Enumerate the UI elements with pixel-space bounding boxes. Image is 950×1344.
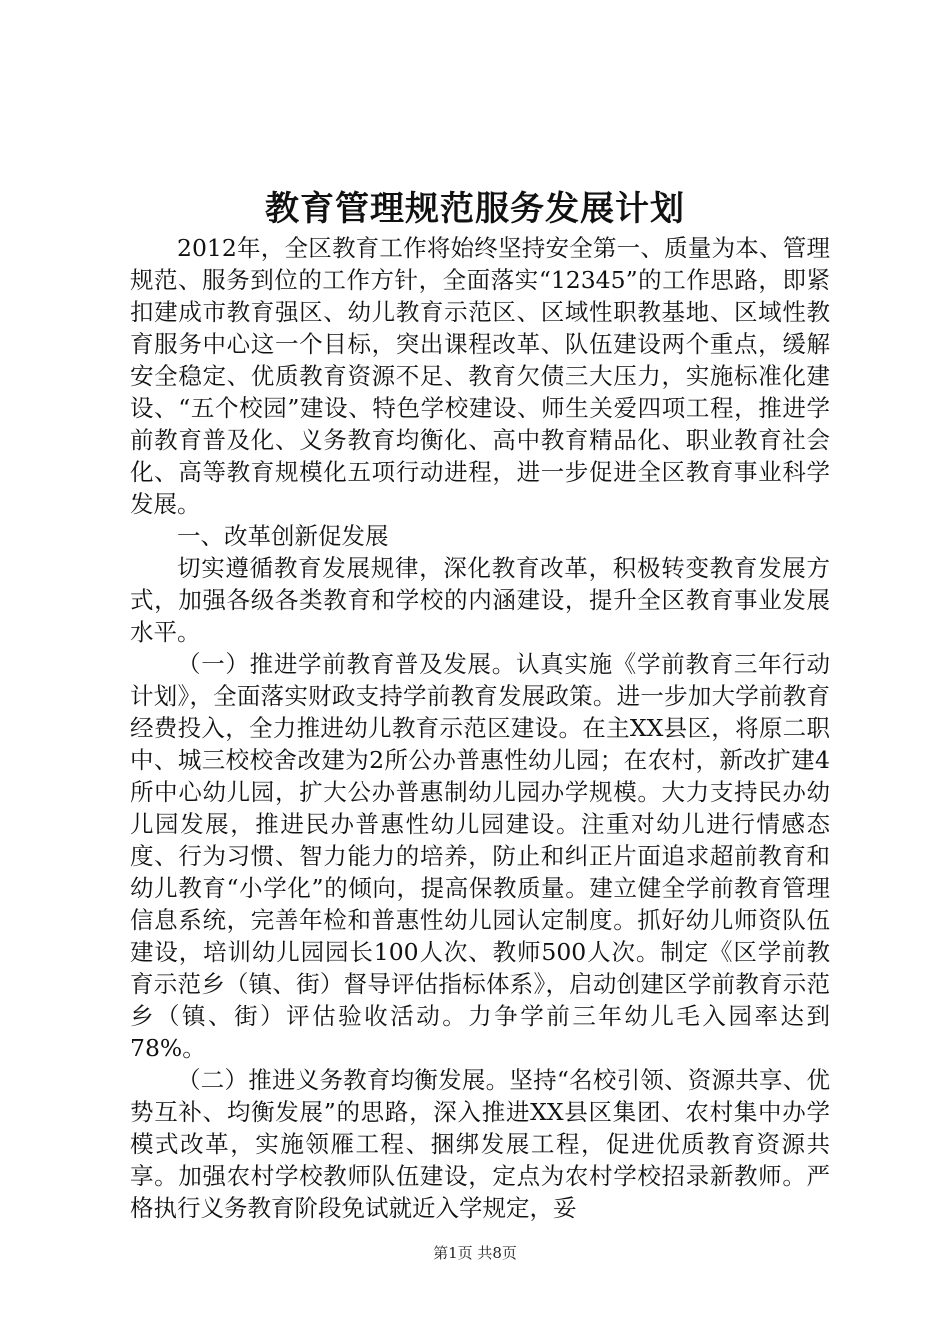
page-footer: 第1页 共8页 (433, 1244, 517, 1262)
paragraph-intro: 2012年，全区教育工作将始终坚持安全第一、质量为本、管理规范、服务到位的工作方针，全面落实“12345”的工作思路，即紧扣建成市教育强区、幼儿教育示范区、区域性职教基地、区域性教育服务中心这一个目标，突出课程改革、队伍建设两个重点，缓解安全稳定、优质教育资源不足、教育欠债三大压力，实施标准化建设、“五个校园”建设、特色学校建设、师生关爱四项工程，推进学前教育普及化、义务教育均衡化、高中教育精品化、职业教育社会化、高等教育规模化五项行动进程，进一步促进全区教育事业科学发展。 (130, 234, 830, 518)
document-title: 教育管理规范服务发展计划 (265, 189, 685, 229)
paragraph-preschool: （一）推进学前教育普及发展。认真实施《学前教育三年行动计划》，全面落实财政支持学前教育发展政策。进一步加大学前教育经费投入，全力推进幼儿教育示范区建设。在主XX县区，将原二职中、城三校校舍改建为2所公办普惠性幼儿园；在农村，新改扩建4所中心幼儿园，扩大公办普惠制幼儿园办学规模。大力支持民办幼儿园发展，推进民办普惠性幼儿园建设。注重对幼儿进行情感态度、行为习惯、智力能力的培养，防止和纠正片面追求超前教育和幼儿教育“小学化”的倾向，提高保教质量。建立健全学前教育管理信息系统，完善年检和普惠性幼儿园认定制度。抓好幼儿师资队伍建设，培训幼儿园园长100人次、教师500人次。制定《区学前教育示范乡（镇、街）督导评估指标体系》，启动创建区学前教育示范乡（镇、街）评估验收活动。力争学前三年幼儿毛入园率达到78%。 (130, 650, 830, 1062)
paragraph-section-1-intro: 切实遵循教育发展规律，深化教育改革，积极转变教育发展方式，加强各级各类教育和学校的内涵建设，提升全区教育事业发展水平。 (130, 554, 830, 646)
section-heading-1: 一、改革创新促发展 (177, 522, 389, 550)
paragraph-compulsory: （二）推进义务教育均衡发展。坚持“名校引领、资源共享、优势互补、均衡发展”的思路，深入推进XX县区集团、农村集中办学模式改革，实施领雁工程、捆绑发展工程，促进优质教育资源共享。加强农村学校教师队伍建设，定点为农村学校招录新教师。严格执行义务教育阶段免试就近入学规定，妥 (130, 1066, 830, 1222)
document-body (130, 232, 830, 1224)
